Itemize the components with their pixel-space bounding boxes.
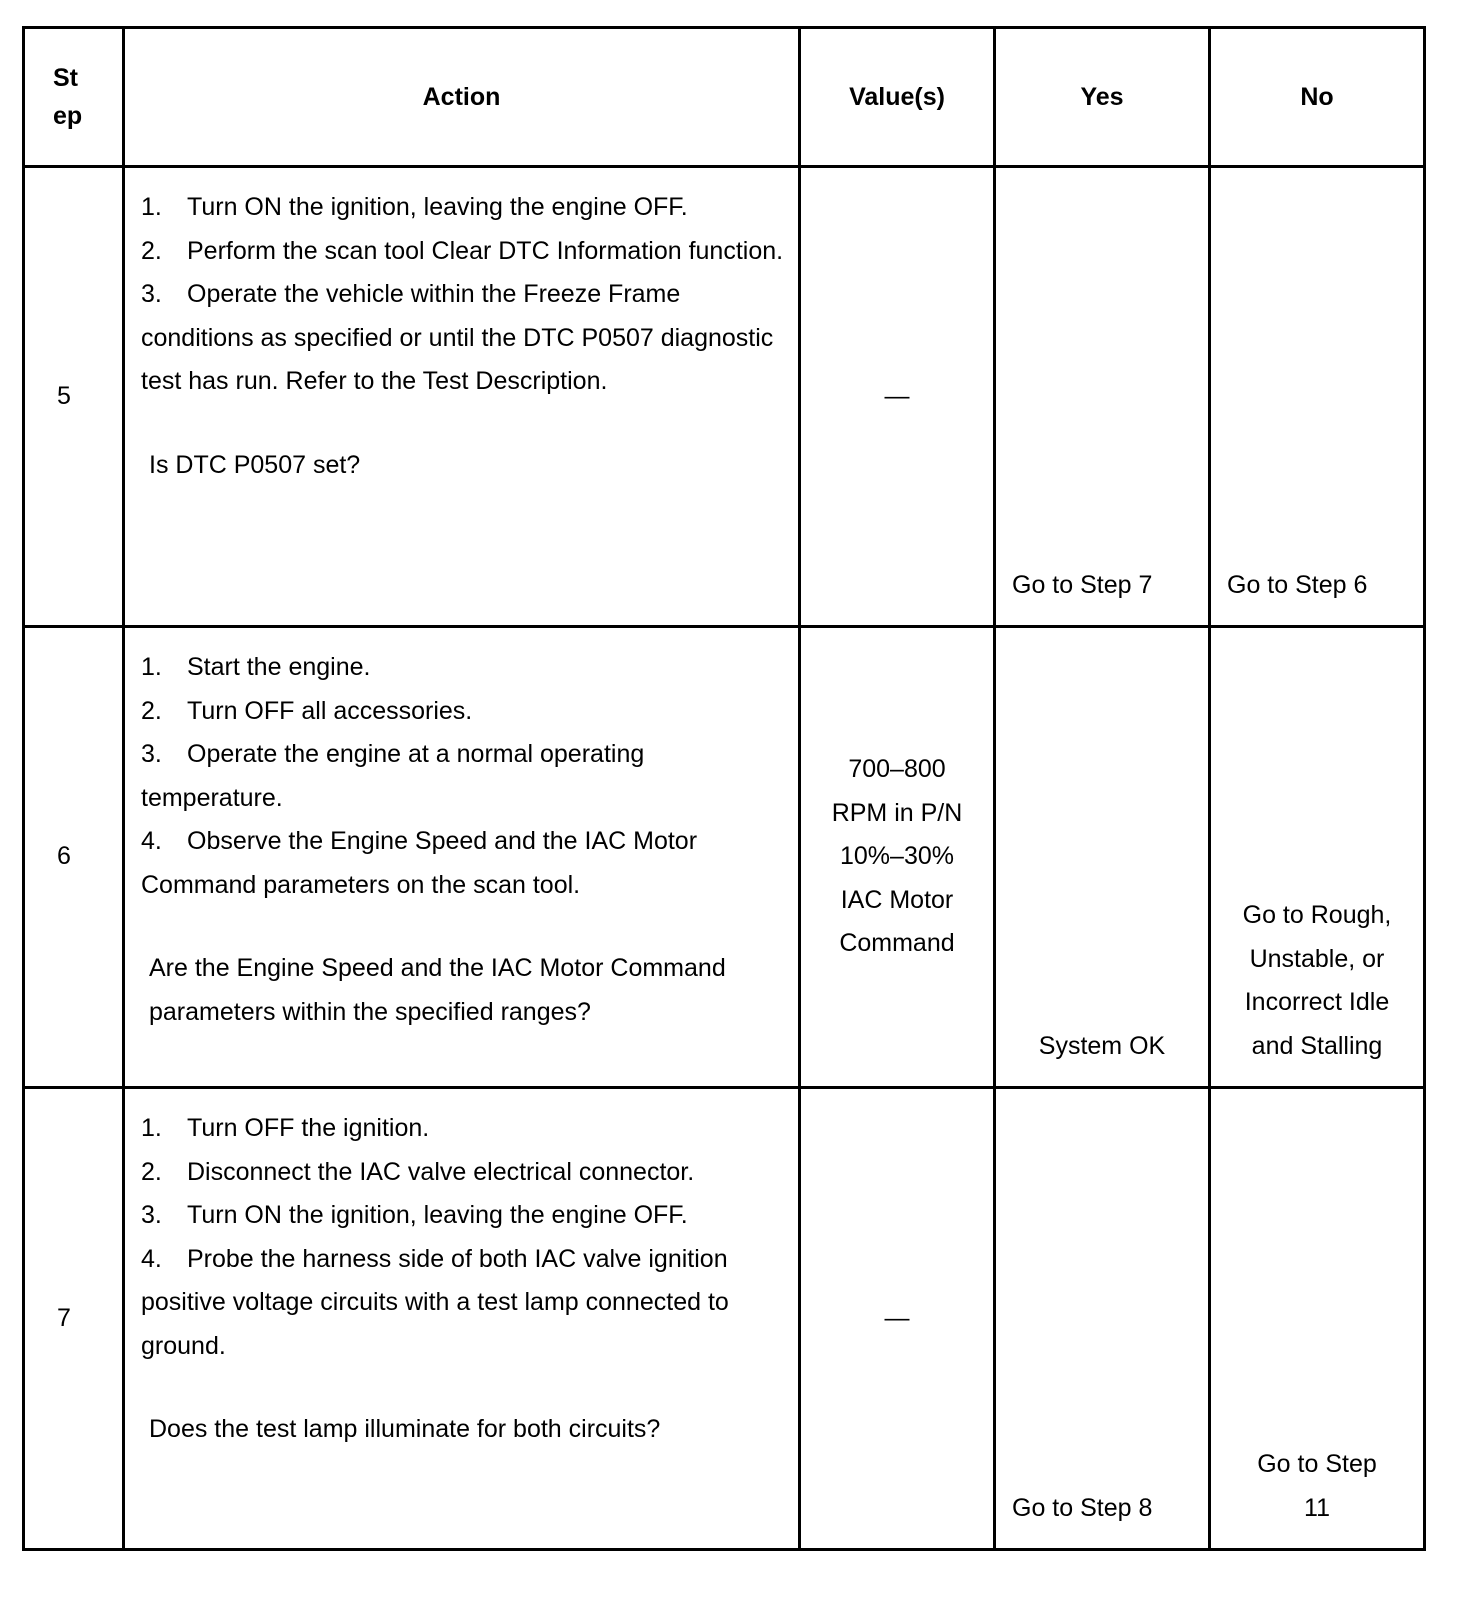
table-row — [24, 627, 1425, 1088]
action-item: 1. Turn ON the ignition, leaving the engine OFF. — [141, 193, 688, 221]
question-text: Is DTC P0507 set? — [149, 450, 361, 479]
header-yes: Yes — [995, 28, 1210, 167]
header-step: St ep — [24, 28, 124, 167]
header-action: Action — [124, 28, 800, 167]
table-row — [24, 1088, 1425, 1550]
no-cell: Go to Step 11 — [1210, 1088, 1425, 1550]
step-number: 6 — [24, 627, 124, 1088]
action-item: 3. Operate the vehicle within the Freeze Frame conditions as specified or until the DTC P0507 diagnostic test has run. Refer to the Test Description. — [141, 280, 774, 395]
value-cell: — — [800, 1088, 995, 1550]
no-cell: Go to Rough, Unstable, or Incorrect Idle and Stalling — [1210, 627, 1425, 1088]
action-item: 3. Turn ON the ignition, leaving the engine OFF. — [141, 1201, 688, 1229]
action-item: 1. Turn OFF the ignition. — [141, 1114, 430, 1142]
action-item: 4. Observe the Engine Speed and the IAC Motor Command parameters on the scan tool. — [141, 827, 698, 899]
action-item: 3. Operate the engine at a normal operating temperature. — [141, 740, 645, 812]
action-cell — [124, 1088, 800, 1550]
header-row — [24, 28, 1425, 167]
yes-cell: System OK — [995, 627, 1210, 1088]
step-number: 7 — [24, 1088, 124, 1550]
question-text: Does the test lamp illuminate for both circuits? — [149, 1415, 661, 1443]
header-values: Value(s) — [800, 28, 995, 167]
action-item: 2. Turn OFF all accessories. — [141, 696, 473, 725]
no-cell: Go to Step 6 — [1210, 167, 1425, 627]
header-no: No — [1210, 28, 1425, 167]
yes-cell: Go to Step 7 — [995, 167, 1210, 627]
value-cell: 700–800 RPM in P/N 10%–30% IAC Motor Command — [800, 627, 995, 1088]
action-item: 2. Disconnect the IAC valve electrical connector. — [141, 1157, 695, 1186]
question-text: Are the Engine Speed and the IAC Motor Command parameters within the specified ranges? — [149, 954, 726, 1026]
action-item: 1. Start the engine. — [141, 653, 371, 681]
action-cell — [124, 627, 800, 1088]
action-item: 2. Perform the scan tool Clear DTC Information function. — [141, 236, 784, 265]
yes-cell: Go to Step 8 — [995, 1088, 1210, 1550]
step-number: 5 — [24, 167, 124, 627]
value-cell: — — [800, 167, 995, 627]
action-cell — [124, 167, 800, 627]
diagnostic-table — [22, 26, 1426, 1551]
table-row — [24, 167, 1425, 627]
action-item: 4. Probe the harness side of both IAC valve ignition positive voltage circuits with a test lamp connected to ground. — [141, 1244, 729, 1360]
